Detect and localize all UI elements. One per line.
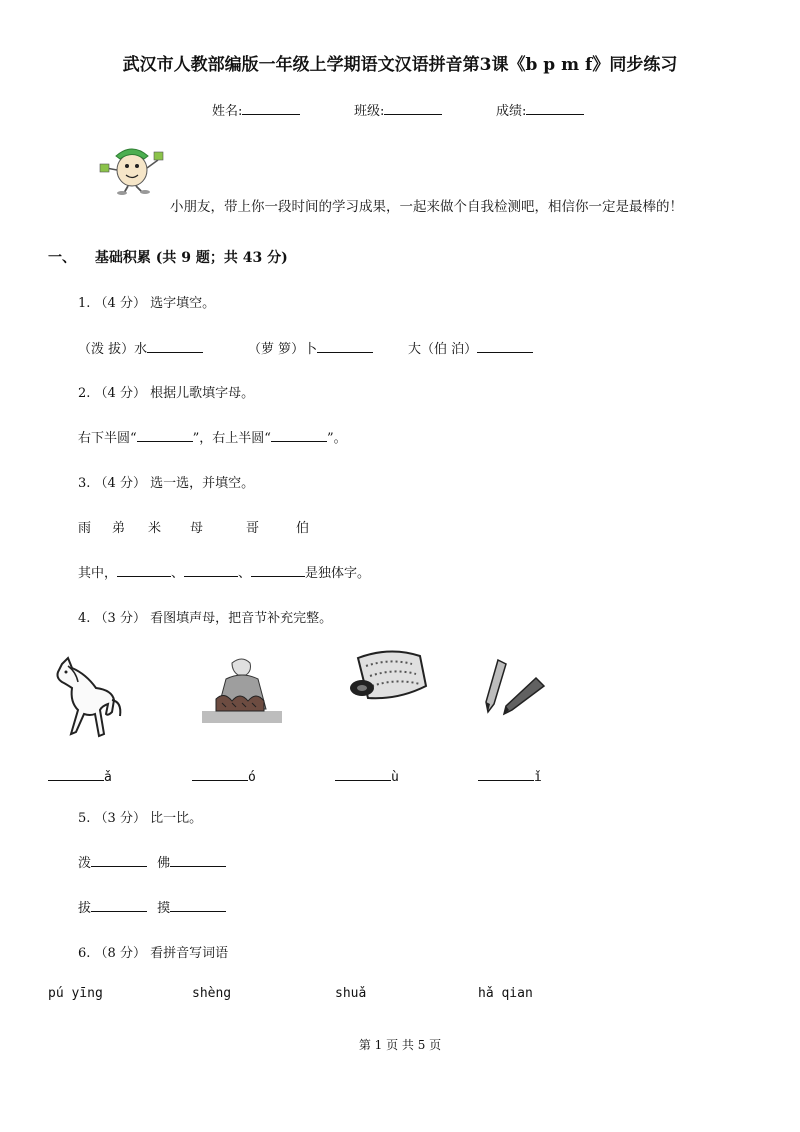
q3-fill-line xyxy=(78,562,370,581)
q3-blank-1[interactable] xyxy=(117,564,171,577)
q3-sep-2: 、 xyxy=(238,566,252,581)
cloth-roll-image xyxy=(346,646,430,706)
q1-item-1 xyxy=(78,338,203,357)
q3-sep-1: 、 xyxy=(171,566,185,581)
q4-blank-2[interactable] xyxy=(192,768,248,781)
q6-pinyin-1: pú yīng xyxy=(48,986,103,1001)
q2-blank-1[interactable] xyxy=(137,429,193,442)
q1-blank-1[interactable] xyxy=(147,340,203,353)
pencil-image xyxy=(482,656,552,718)
q4-answer-4 xyxy=(478,768,542,785)
q4-ending-1: ǎ xyxy=(104,770,112,785)
page-title: 武汉市人教部编版一年级上学期语文汉语拼音第3课《b p m f》同步练习 xyxy=(122,55,678,75)
mascot-image xyxy=(98,140,164,196)
q5-row-1 xyxy=(78,852,226,871)
question-6-stem: 6. （8 分） 看拼音写词语 xyxy=(78,946,229,961)
q4-blank-4[interactable] xyxy=(478,768,534,781)
question-4-stem: 4. （3 分） 看图填声母，把音节补充完整。 xyxy=(78,611,333,626)
class-blank[interactable] xyxy=(384,102,442,115)
q3-blank-2[interactable] xyxy=(184,564,238,577)
score-label: 成绩: xyxy=(496,104,527,119)
name-label: 姓名: xyxy=(212,104,243,119)
grandma-image xyxy=(202,655,282,725)
question-5-stem: 5. （3 分） 比一比。 xyxy=(78,811,203,826)
q5-char-2: 佛 xyxy=(157,856,171,871)
q2-text-c: ”。 xyxy=(326,431,347,446)
q1-item-3 xyxy=(408,338,533,357)
q1-item-2-text: （萝 箩）卜 xyxy=(248,342,318,357)
page-footer: 第 1 页 共 5 页 xyxy=(358,1038,442,1052)
q6-pinyin-3: shuǎ xyxy=(335,986,367,1001)
q3-fill-suffix: 是独体字。 xyxy=(305,566,371,581)
q6-pinyin-2: shèng xyxy=(192,986,232,1001)
q2-line xyxy=(78,427,347,446)
q1-item-3-text: 大（伯 泊） xyxy=(408,342,478,357)
q5-row-2 xyxy=(78,897,226,916)
q5-blank-2[interactable] xyxy=(170,854,226,867)
q5-blank-1[interactable] xyxy=(91,854,147,867)
q1-item-2 xyxy=(248,338,373,357)
q4-blank-3[interactable] xyxy=(335,768,391,781)
q1-blank-3[interactable] xyxy=(477,340,533,353)
question-1-stem: 1. （4 分） 选字填空。 xyxy=(78,296,216,311)
q4-answer-2 xyxy=(192,768,256,785)
class-label: 班级: xyxy=(354,104,385,119)
name-field xyxy=(212,100,300,119)
q1-item-1-text: （泼 拔）水 xyxy=(78,342,148,357)
q5-char-1: 泼 xyxy=(78,856,92,871)
q5-char-4: 摸 xyxy=(157,901,171,916)
q5-char-3: 拔 xyxy=(78,901,92,916)
q3-char-5: 哥 xyxy=(246,521,260,536)
q4-answer-1 xyxy=(48,768,112,785)
horse-image xyxy=(52,656,124,744)
score-field xyxy=(496,100,584,119)
q5-blank-3[interactable] xyxy=(91,899,147,912)
q3-char-3: 米 xyxy=(148,521,162,536)
question-2-stem: 2. （4 分） 根据儿歌填字母。 xyxy=(78,386,255,401)
section-heading xyxy=(48,247,288,267)
q5-blank-4[interactable] xyxy=(170,899,226,912)
section-title: 基础积累 (共 9 题；共 43 分) xyxy=(94,250,288,266)
q3-char-2: 弟 xyxy=(112,521,126,536)
q3-char-1: 雨 xyxy=(78,521,92,536)
q6-pinyin-4: hǎ qian xyxy=(478,986,533,1001)
question-3-stem: 3. （4 分） 选一选，并填空。 xyxy=(78,476,255,491)
name-blank[interactable] xyxy=(242,102,300,115)
class-field xyxy=(354,100,442,119)
q4-blank-1[interactable] xyxy=(48,768,104,781)
q4-answer-3 xyxy=(335,768,399,785)
section-number: 一、 xyxy=(48,250,76,266)
q3-char-6: 伯 xyxy=(296,521,310,536)
q2-text-a: 右下半圆“ xyxy=(78,431,137,446)
q4-ending-3: ù xyxy=(391,770,399,785)
q2-text-b: ”，右上半圆“ xyxy=(192,431,271,446)
q3-blank-3[interactable] xyxy=(251,564,305,577)
q1-blank-2[interactable] xyxy=(317,340,373,353)
intro-text: 小朋友，带上你一段时间的学习成果，一起来做个自我检测吧，相信你一定是最棒的！ xyxy=(170,199,683,215)
q3-char-4: 母 xyxy=(190,521,204,536)
score-blank[interactable] xyxy=(526,102,584,115)
q4-ending-4: ǐ xyxy=(534,770,542,785)
q4-ending-2: ó xyxy=(248,770,256,785)
q3-fill-prefix: 其中， xyxy=(78,566,118,581)
q2-blank-2[interactable] xyxy=(271,429,327,442)
